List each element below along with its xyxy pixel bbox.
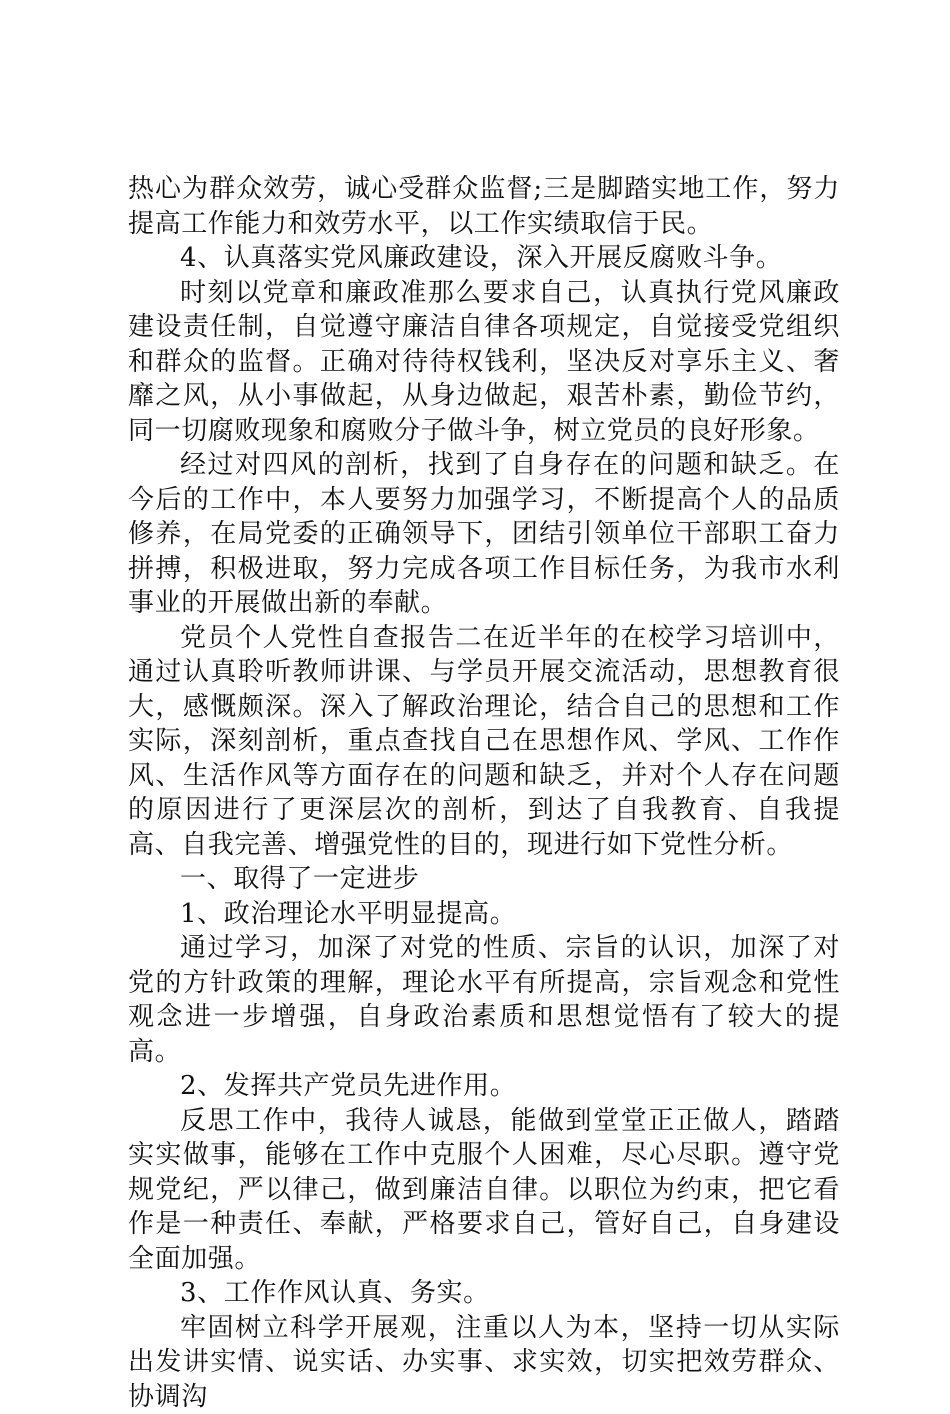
paragraph-continuation: 热心为群众效劳，诚心受群众监督;三是脚踏实地工作，努力提高工作能力和效劳水平，以工作实绩取信于民。 xyxy=(128,172,840,241)
paragraph-theory: 通过学习，加深了对党的性质、宗旨的认识，加深了对党的方针政策的理解，理论水平有所提高，宗旨观念和党性观念进一步增强，自身政治素质和思想觉悟有了较大的提高。 xyxy=(128,931,840,1069)
paragraph-pioneer-role: 反思工作中，我待人诚恳，能做到堂堂正正做人，踏踏实实做事，能够在工作中克服个人困难，尽心尽职。遵守党规党纪，严以律己，做到廉洁自律。以职位为约束，把它看作是一种责任、奉献，严格要求自己，管好自己，自身建设全面加强。 xyxy=(128,1104,840,1277)
heading-item-4: 4、认真落实党风廉政建设，深入开展反腐败斗争。 xyxy=(128,241,840,276)
heading-item-3: 3、工作作风认真、务实。 xyxy=(128,1276,840,1311)
paragraph-report-two-intro: 党员个人党性自查报告二在近半年的在校学习培训中，通过认真聆听教师讲课、与学员开展交流活动，思想教育很大，感慨颇深。深入了解政治理论，结合自己的思想和工作实际，深刻剖析，重点查找自己在思想作风、学风、工作作风、生活作风等方面存在的问题和缺乏，并对个人存在问题的原因进行了更深层次的剖析，到达了自我教育、自我提高、自我完善、增强党性的目的，现进行如下党性分析。 xyxy=(128,621,840,863)
paragraph-anti-corruption: 时刻以党章和廉政准那么要求自己，认真执行党风廉政建设责任制，自觉遵守廉洁自律各项规定，自觉接受党组织和群众的监督。正确对待待权钱利，坚决反对享乐主义、奢靡之风，从小事做起，从身边做起，艰苦朴素，勤俭节约，同一切腐败现象和腐败分子做斗争，树立党员的良好形象。 xyxy=(128,276,840,449)
heading-item-1: 1、政治理论水平明显提高。 xyxy=(128,897,840,932)
paragraph-work-style: 牢固树立科学开展观，注重以人为本，坚持一切从实际出发讲实情、说实话、办实事、求实效，切实把效劳群众、协调沟 xyxy=(128,1311,840,1414)
section-heading-progress: 一、取得了一定进步 xyxy=(128,862,840,897)
heading-item-2: 2、发挥共产党员先进作用。 xyxy=(128,1069,840,1104)
document-body xyxy=(128,172,840,1414)
paragraph-four-styles: 经过对四风的剖析，找到了自身存在的问题和缺乏。在今后的工作中，本人要努力加强学习，不断提高个人的品质修养，在局党委的正确领导下，团结引领单位干部职工奋力拼搏，积极进取，努力完成各项工作目标任务，为我市水利事业的开展做出新的奉献。 xyxy=(128,448,840,621)
